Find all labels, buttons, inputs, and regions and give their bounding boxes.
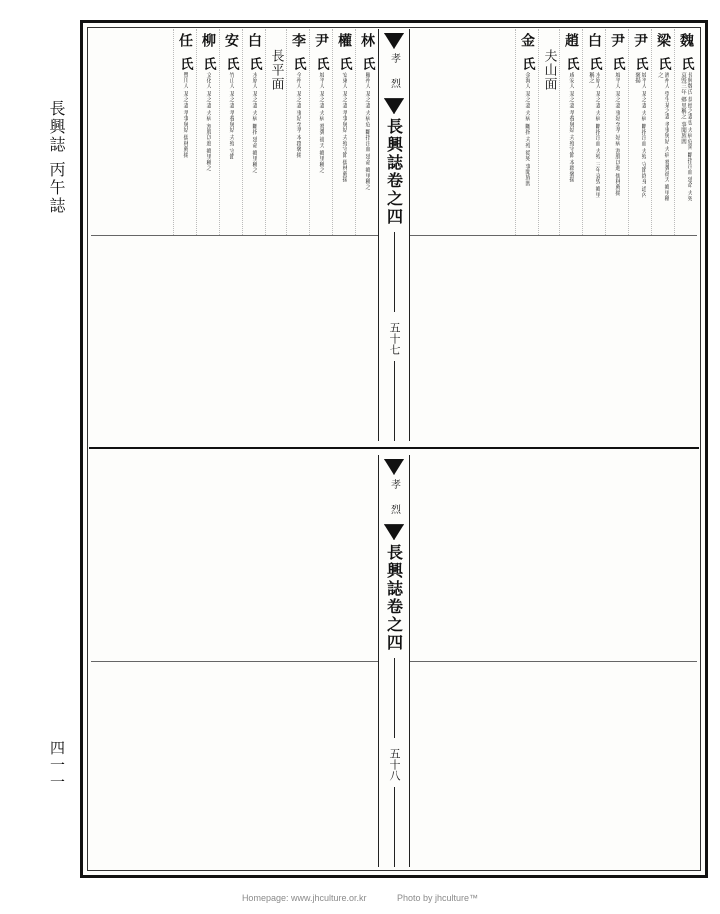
shi-character: 氏 (336, 57, 352, 70)
entry-text: 坡平人 某之妻 夫病 嘗糞 禱天 鄕里稱之 (318, 72, 325, 173)
biography-entry (559, 29, 582, 235)
entry-text: 全州人 某之妻 事姑至孝 本郡褒揚 (295, 72, 302, 158)
right-half (410, 455, 697, 867)
biography-entry (286, 29, 309, 235)
shi-character: 氏 (246, 57, 262, 70)
entry-text: 水原人 某之妻 夫病 斷指注血 夫殁 三年哀毁 鄕里稱之 (588, 72, 601, 198)
entry-block (410, 29, 697, 236)
spine-page-number: 四一一 (48, 740, 66, 791)
entry-block (410, 662, 697, 868)
right-half (410, 29, 697, 441)
surname: 金 (519, 33, 535, 47)
shi-character: 氏 (359, 57, 375, 70)
biography-entry (605, 29, 628, 235)
biography-entry (651, 29, 674, 235)
surname: 權 (336, 33, 353, 47)
biography-entry (628, 29, 651, 235)
surname: 柳 (200, 33, 217, 47)
biography-entry (196, 29, 219, 235)
center-rule (394, 361, 395, 441)
center-rule (394, 232, 395, 312)
entry-block (91, 662, 378, 868)
entry-text: 竹山人 某之妻 孝養舅姑 夫歿 守節 (228, 72, 235, 160)
shi-character: 氏 (177, 57, 193, 70)
biography-entry (515, 29, 538, 235)
fish-tail-mark-icon (384, 524, 404, 540)
biography-entry (309, 29, 332, 235)
district-heading (265, 29, 286, 235)
entry-text: 坡平人 某之妻 夫病 斷指注血 夫歿 守節終身 道內褒揚 (634, 72, 647, 198)
entry-text: 羅州人 某之妻 夫病危 斷指注血 延命 鄕里稱之 (364, 72, 371, 191)
biography-entry (332, 29, 355, 235)
shi-character: 氏 (678, 57, 694, 70)
photo-credit: Photo by jhculture™ (397, 893, 479, 903)
shi-character: 氏 (519, 57, 535, 70)
center-column (378, 29, 410, 441)
fish-tail-mark-icon (384, 33, 404, 49)
footer (0, 893, 720, 913)
entry-text: 水原人 某之妻 夫病 斷指 延命 鄕里稱之 (251, 72, 258, 173)
fish-tail-mark-icon (384, 459, 404, 475)
shi-character: 氏 (563, 57, 579, 70)
page-frame (80, 20, 708, 878)
shi-character: 氏 (632, 57, 648, 70)
spine-title: 長興誌 丙午誌 (47, 100, 66, 216)
section-head: 孝 烈 (388, 53, 400, 95)
folio-number: 五十八 (388, 748, 401, 782)
surname: 李 (290, 33, 307, 47)
surname: 尹 (313, 33, 330, 47)
shi-character: 氏 (223, 57, 239, 70)
biography-entry (582, 29, 605, 235)
fish-tail-mark-icon (384, 98, 404, 114)
biography-entry (674, 29, 697, 235)
left-half (91, 455, 378, 867)
entry-block (91, 236, 378, 442)
biography-entry (219, 29, 242, 235)
entry-text: 濟州人 學生某之妻 孝事舅姑 夫病 嘗糞禱天 鄕里稱之 (657, 72, 670, 202)
surname: 任 (177, 33, 194, 47)
entry-text: 文化人 某之妻 夫病 割股以進 鄕里稱之 (205, 72, 212, 171)
entry-text: 咸安人 某之妻 孝養舅姑 夫歿守節 本郡褒揚 (568, 72, 575, 183)
surname: 林 (359, 33, 376, 47)
entry-block (410, 455, 697, 662)
center-rule (394, 787, 395, 867)
shi-character: 氏 (290, 57, 306, 70)
shi-character: 氏 (313, 57, 329, 70)
entry-block (91, 29, 378, 236)
entry-block (410, 236, 697, 442)
folio-number: 五十七 (388, 322, 401, 356)
center-column (378, 455, 410, 867)
surname: 尹 (609, 33, 625, 47)
biography-entry (355, 29, 378, 235)
entry-text: 金海人 某之妻 夫病 斷指 夫殁 從死 事聞旌閭 (524, 72, 531, 187)
shi-character: 氏 (586, 57, 602, 70)
entry-text: 坡平人 某之妻 事姑至孝 姑病 割股以進 儒林薦揚 (614, 72, 621, 196)
shi-character: 氏 (200, 57, 216, 70)
sheet-bottom (91, 455, 697, 867)
shi-character: 氏 (609, 57, 625, 70)
entry-block (91, 455, 378, 662)
volume-title: 長興誌卷之四 (384, 118, 404, 227)
surname: 白 (586, 33, 602, 47)
center-rule (394, 658, 395, 738)
district-heading-text: 長平面 (268, 49, 284, 91)
entry-text: 安東人 某之妻 孝事舅姑 夫歿守節 儒林薦揚 (341, 72, 348, 183)
entry-text: 長興魏氏 恭德之妻也 夫病危篤 斷指注血 延命 夫死 哀毁三年 鄕里稱之 事聞旌閭 (680, 72, 693, 202)
section-head: 孝 烈 (388, 479, 400, 521)
shi-character: 氏 (655, 57, 671, 70)
left-half (91, 29, 378, 441)
district-heading (538, 29, 559, 235)
surname: 尹 (632, 33, 648, 47)
surname: 白 (246, 33, 263, 47)
biography-entry (173, 29, 196, 235)
surname: 趙 (563, 33, 579, 47)
entry-text: 豐川人 某之妻 孝事舅姑 儒林薦揚 (182, 72, 189, 158)
sheet-divider (89, 447, 699, 449)
biography-entry (242, 29, 265, 235)
surname: 魏 (678, 33, 694, 47)
volume-title: 長興誌卷之四 (384, 544, 404, 653)
surname: 梁 (655, 33, 671, 47)
sheet-top (91, 29, 697, 441)
surname: 安 (223, 33, 240, 47)
homepage-credit[interactable]: Homepage: www.jhculture.or.kr (241, 893, 367, 903)
district-heading-text: 夫山面 (541, 49, 557, 91)
